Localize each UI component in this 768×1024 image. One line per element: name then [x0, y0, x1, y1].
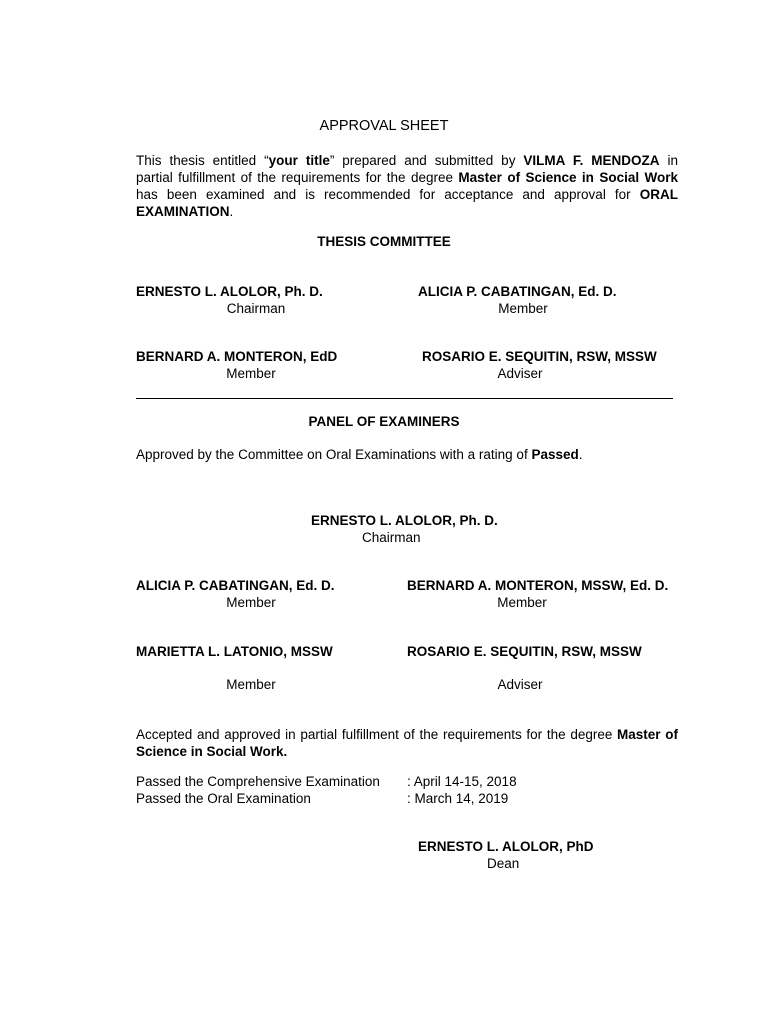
student-name: VILMA F. MENDOZA: [523, 153, 660, 168]
panel-heading: PANEL OF EXAMINERS: [308, 414, 460, 429]
approval-statement: Approved by the Committee on Oral Examinations with a rating of Passed.: [136, 447, 583, 462]
committee-member-role: Adviser: [497, 366, 543, 381]
panel-member-name: ALICIA P. CABATINGAN, Ed. D.: [136, 578, 335, 593]
dean-role: Dean: [487, 856, 520, 871]
exam-date: : April 14-15, 2018: [407, 774, 517, 789]
thesis-title: your title: [268, 153, 330, 168]
panel-member-name: MARIETTA L. LATONIO, MSSW: [136, 644, 333, 659]
panel-member-role: Member: [497, 595, 547, 610]
section-divider: [136, 398, 673, 399]
committee-member-name: BERNARD A. MONTERON, EdD: [136, 349, 338, 364]
acceptance-line-1: Accepted and approved in partial fulfillment of the requirements for the degree Master of: [136, 727, 678, 742]
panel-chair-name: ERNESTO L. ALOLOR, Ph. D.: [311, 513, 498, 528]
committee-member-role: Member: [498, 301, 548, 316]
intro-line-3: has been examined and is recommended for acceptance and approval for ORAL: [136, 187, 678, 202]
committee-heading: THESIS COMMITTEE: [317, 234, 451, 249]
committee-member-name: ROSARIO E. SEQUITIN, RSW, MSSW: [422, 349, 657, 364]
panel-chair-role: Chairman: [362, 530, 421, 545]
panel-member-name: BERNARD A. MONTERON, MSSW, Ed. D.: [407, 578, 669, 593]
dean-name: ERNESTO L. ALOLOR, PhD: [418, 839, 594, 854]
committee-member-name: ERNESTO L. ALOLOR, Ph. D.: [136, 284, 323, 299]
intro-paragraph: [136, 152, 678, 220]
intro-line-4: EXAMINATION.: [136, 204, 234, 219]
intro-line-2: partial fulfillment of the requirements for the degree Master of Science in Social Work: [136, 170, 678, 185]
acceptance-paragraph: [136, 726, 678, 760]
rating: Passed: [531, 447, 579, 462]
panel-member-role: Member: [226, 677, 276, 692]
exam-label: Passed the Oral Examination: [136, 791, 311, 806]
intro-line-1: This thesis entitled “your title” prepared and submitted by VILMA F. MENDOZA in: [136, 153, 678, 168]
panel-member-role: Adviser: [497, 677, 543, 692]
acceptance-line-2: Science in Social Work.: [136, 744, 288, 759]
page-title: APPROVAL SHEET: [319, 118, 449, 134]
committee-member-role: Chairman: [226, 301, 286, 316]
panel-member-name: ROSARIO E. SEQUITIN, RSW, MSSW: [407, 644, 642, 659]
committee-member-name: ALICIA P. CABATINGAN, Ed. D.: [418, 284, 617, 299]
exam-date: : March 14, 2019: [407, 791, 509, 806]
panel-member-role: Member: [226, 595, 276, 610]
degree-name: Master of Science in Social Work: [458, 170, 678, 185]
exam-label: Passed the Comprehensive Examination: [136, 774, 380, 789]
committee-member-role: Member: [226, 366, 276, 381]
